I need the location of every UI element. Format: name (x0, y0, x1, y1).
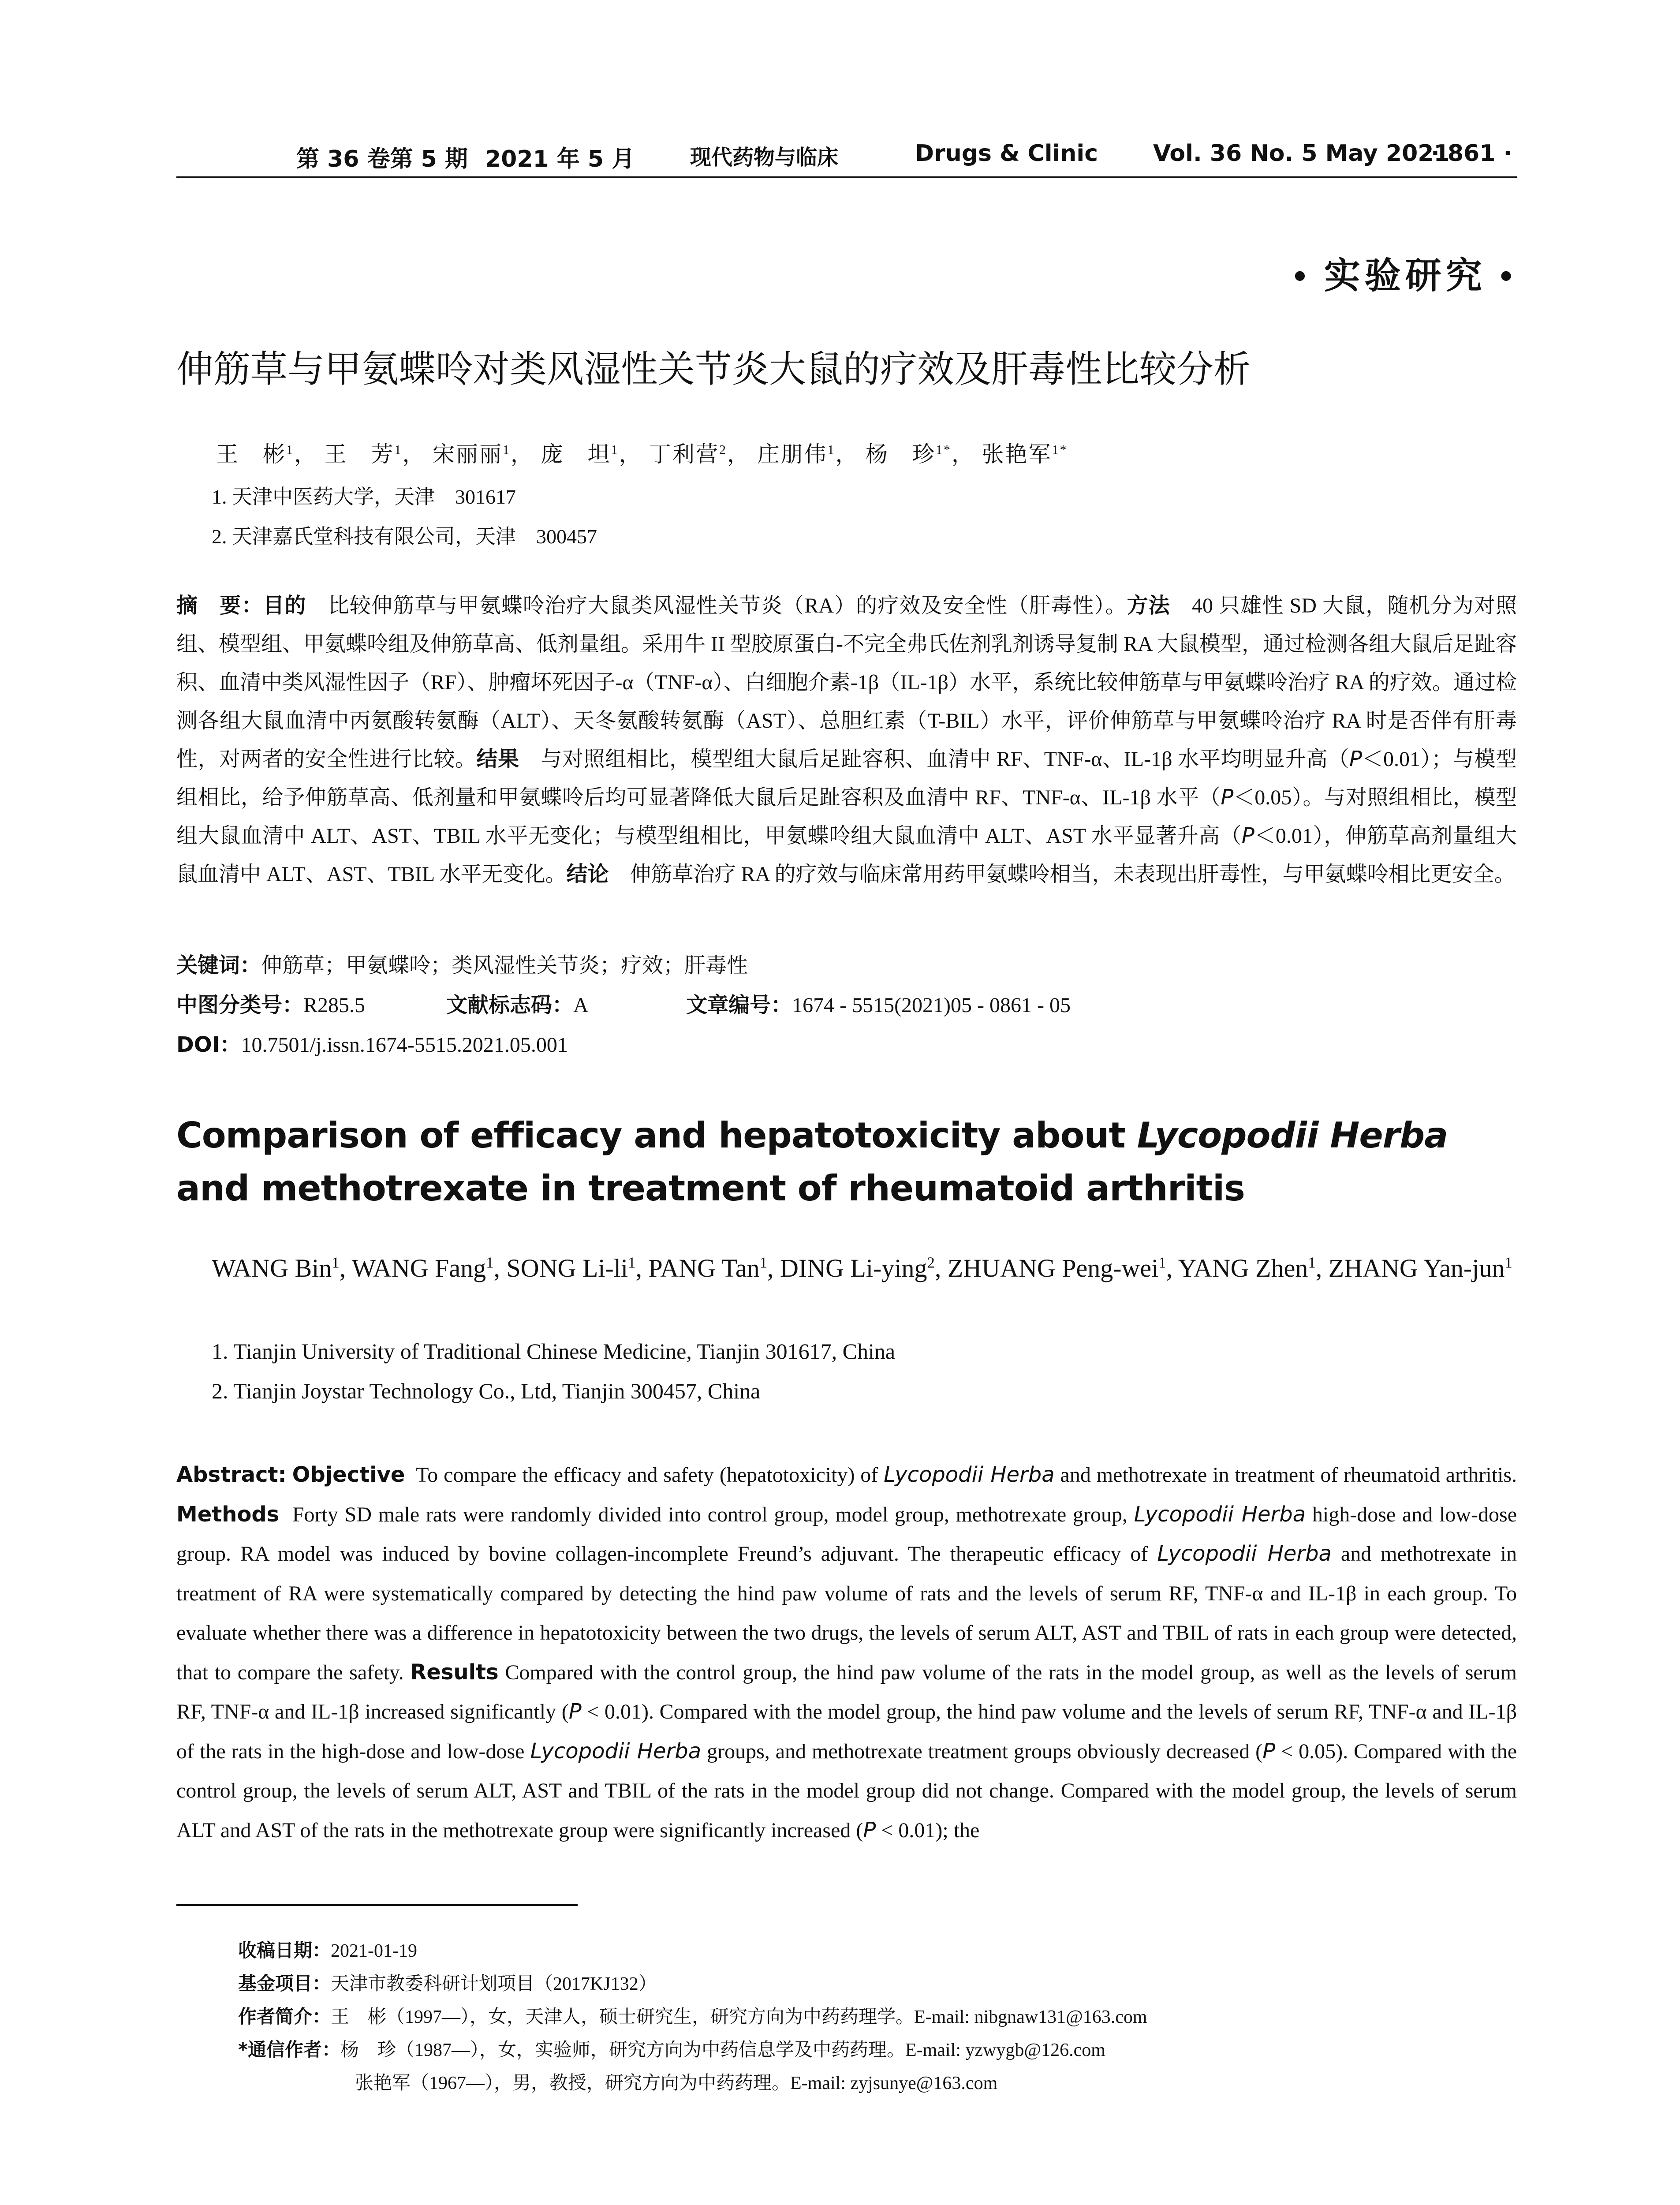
abstract-cn: 摘 要：目的 比较伸筋草与甲氨蝶呤治疗大鼠类风湿性关节炎（RA）的疗效及安全性（肝毒性）。方法 40 只雄性 SD 大鼠，随机分为对照组、模型组、甲氨蝶呤组及伸筋草高、低剂量组。采用牛 II 型胶原蛋白-不完全弗氏佐剂乳剂诱导复制 RA 大鼠模型，通过检测各组大鼠后足趾容积、血清中类风湿性因子（RF）、肿瘤坏死因子-α（TNF-α）、白细胞介素-1β（IL-1β）水平，系统比较伸筋草与甲氨蝶呤治疗 RA 的疗效。通过检测各组大鼠血清中丙氨酸转氨酶（ALT）、天冬氨酸转氨酶（AST）、总胆红素（T-BIL）水平，评价伸筋草与甲氨蝶呤治疗 RA 时是否伴有肝毒性，对两者的安全性进行比较。结果 与对照组相比，模型组大鼠后足趾容积、血清中 RF、TNF-α、IL-1β 水平均明显升高（P＜0.01）；与模型组相比，给予伸筋草高、低剂量和甲氨蝶呤后均可显著降低大鼠后足趾容积及血清中 RF、TNF-α、IL-1β 水平（P＜0.05）。与对照组相比，模型组大鼠血清中 ALT、AST、TBIL 水平无变化；与模型组相比，甲氨蝶呤组大鼠血清中 ALT、AST 水平显著升高（P＜0.01），伸筋草高剂量组大鼠血清中 ALT、AST、TBIL 水平无变化。结论 伸筋草治疗 RA 的疗效与临床常用药甲氨蝶呤相当，未表现出肝毒性，与甲氨蝶呤相比更安全。 (176, 593, 1517, 886)
header-volume-cn: 第 36 卷第 5 期 (296, 146, 468, 172)
author-cn: 张艳军 (982, 442, 1052, 467)
classification-line: 中图分类号：R285.5 文献标志码：A 文章编号：1674 - 5515(2021)05 - 0861 - 05 (176, 993, 1071, 1017)
author-cn: 庞 坦 (541, 442, 611, 467)
affiliation-cn-1: 1. 天津中医药大学，天津 301617 (212, 486, 516, 508)
author-cn: 王 芳 (324, 442, 395, 467)
author-cn: 杨 珍 (866, 442, 936, 467)
keywords-cn: 关键词：伸筋草；甲氨蝶呤；类风湿性关节炎；疗效；肝毒性 (176, 953, 748, 978)
methods-label-en: Methods (176, 1502, 280, 1527)
footnote-received: 收稿日期：2021-01-19 (238, 1940, 417, 1961)
objective-label-en: Objective (292, 1462, 405, 1487)
objective-label-cn: 目的 (263, 593, 306, 618)
author-cn: 庄朋伟 (757, 442, 828, 467)
affiliation-en-1: 1. Tianjin University of Traditional Chinese Medicine, Tianjin 301617, China (212, 1339, 896, 1364)
authors-cn: 王 彬$^1$， 王 芳$^1$， 宋丽丽$^1$， 庞 坦$^1$， 丁利营$^2$， 庄朋伟$^1$， 杨 珍$^{1*}$， 张艳军$^{1*}$ (216, 442, 1068, 467)
footnote-author: 作者简介：王 彬（1997—），女，天津人，硕士研究生，研究方向为中药药理学。E-mail: nibgnaw131@163.com (238, 2006, 1147, 2027)
author-en: WANG Fang (351, 1254, 486, 1282)
footnote-rule (176, 1904, 578, 1906)
author-en: ZHANG Yan-jun (1328, 1254, 1505, 1282)
author-en: YANG Zhen (1178, 1254, 1308, 1282)
header-journal-cn: 现代药物与临床 (690, 146, 839, 169)
article-category: • 实验研究 • (1293, 256, 1517, 296)
title-cn: 伸筋草与甲氨蝶呤对类风湿性关节炎大鼠的疗效及肝毒性比较分析 (176, 348, 1251, 391)
methods-text-cn: 40 只雄性 SD 大鼠，随机分为对照组、模型组、甲氨蝶呤组及伸筋草高、低剂量组。采用牛 II 型胶原蛋白-不完全弗氏佐剂乳剂诱导复制 RA 大鼠模型，通过检测各组大鼠后足趾容积、血清中类风湿性因子（RF）、肿瘤坏死因子-α（TNF-α）、白细胞介素-1β（IL-1β）水平，系统比较伸筋草与甲氨蝶呤治疗 RA 的疗效。通过检测各组大鼠血清中丙氨酸转氨酶（ALT）、天冬氨酸转氨酶（AST）、总胆红素（T-BIL）水平，评价伸筋草与甲氨蝶呤治疗 RA 时是否伴有肝毒性，对两者的安全性进行比较。 (176, 594, 1517, 771)
abstract-en-label: Abstract: (176, 1462, 287, 1487)
footnote-corresponding: *通信作者：杨 珍（1987—），女，实验师，研究方向为中药信息学及中药药理。E-mail: yzwygb@126.com (238, 2039, 1105, 2060)
author-en: ZHUANG Peng-wei (947, 1254, 1159, 1282)
conclusion-text-cn: 伸筋草治疗 RA 的疗效与临床常用药甲氨蝶呤相当，未表现出肝毒性，与甲氨蝶呤相比更安全。 (630, 863, 1516, 886)
author-cn: 丁利营 (649, 442, 719, 467)
objective-text-cn: 比较伸筋草与甲氨蝶呤治疗大鼠类风湿性关节炎（RA）的疗效及安全性（肝毒性）。 (328, 594, 1127, 617)
abstract-en: Abstract: Objective To compare the efficacy and safety (hepatotoxicity) of Lycopodii Herba and methotrexate in treatment of rheumatoid arthritis. Methods Forty SD male rats were randomly divided into control group, model group, methotrexate group, Lycopodii Herba high-dose and low-dose group. RA model was induced by bovine collagen-incomplete Freund’s adjuvant. The therapeutic efficacy of Lycopodii Herba and methotrexate in treatment of RA were systematically compared by detecting the hind paw volume of rats and the levels of serum RF, TNF-α and IL-1β in each group. To evaluate whether there was a difference in hepatotoxicity between the two drugs, the levels of serum ALT, AST and TBIL of rats in each group were detected, that to compare the safety. Results Compared with the control group, the hind paw volume of the rats in the model group, as well as the levels of serum RF, TNF-α and IL-1β increased significantly (P < 0.01). Compared with the model group, the hind paw volume and the levels of serum RF, TNF-α and IL-1β of the rats in the high-dose and low-dose Lycopodii Herba groups, and methotrexate treatment groups obviously decreased (P < 0.05). Compared with the control group, the levels of serum ALT, AST and TBIL of the rats in the model group did not change. Compared with the model group, the levels of serum ALT and AST of the rats in the methotrexate group were significantly increased (P < 0.01); the (176, 1462, 1517, 1842)
header-page-number: · 861 · (1431, 140, 1512, 167)
header-rule (176, 176, 1517, 178)
author-cn: 王 彬 (216, 442, 286, 467)
methods-label-cn: 方法 (1127, 593, 1170, 618)
author-en: PANG Tan (648, 1254, 760, 1282)
affiliation-en-2: 2. Tianjin Joystar Technology Co., Ltd, Tianjin 300457, China (212, 1379, 761, 1403)
author-cn: 宋丽丽 (433, 442, 503, 467)
header-volume-en: Vol. 36 No. 5 May 2021 (1153, 140, 1450, 167)
conclusion-label-cn: 结论 (566, 862, 609, 886)
abstract-cn-label: 摘 要： (176, 593, 263, 618)
footnote-fund: 基金项目：天津市教委科研计划项目（2017KJ132） (238, 1973, 657, 1994)
footnote-corresponding-2: 张艳军（1967—），男，教授，研究方向为中药药理。E-mail: zyjsunye@163.com (355, 2073, 998, 2093)
title-en: Comparison of efficacy and hepatotoxicity about Lycopodii Herba and methotrexate in treatment of rheumatoid arthritis (176, 1115, 1448, 1209)
affiliation-cn-2: 2. 天津嘉氏堂科技有限公司，天津 300457 (212, 525, 597, 548)
doi-line: DOI：10.7501/j.issn.1674-5515.2021.05.001 (176, 1032, 568, 1057)
author-en: WANG Bin (212, 1254, 332, 1282)
results-label-cn: 结果 (476, 747, 519, 771)
results-label-en: Results (410, 1659, 499, 1685)
header-date-cn: 2021 年 5 月 (485, 146, 635, 172)
header-journal-en: Drugs & Clinic (915, 140, 1098, 167)
author-en: DING Li-ying (780, 1254, 927, 1282)
author-en: SONG Li-li (506, 1254, 628, 1282)
authors-en: WANG Bin$^1$, WANG Fang$^1$, SONG $Li-li^1$, PANG Tan$^1$, DING Li-ying$^2$, ZHUANG Peng-wei$^1$, YANG Zhen$^1$, ZHANG Yan-jun$^1$ (212, 1254, 1512, 1282)
